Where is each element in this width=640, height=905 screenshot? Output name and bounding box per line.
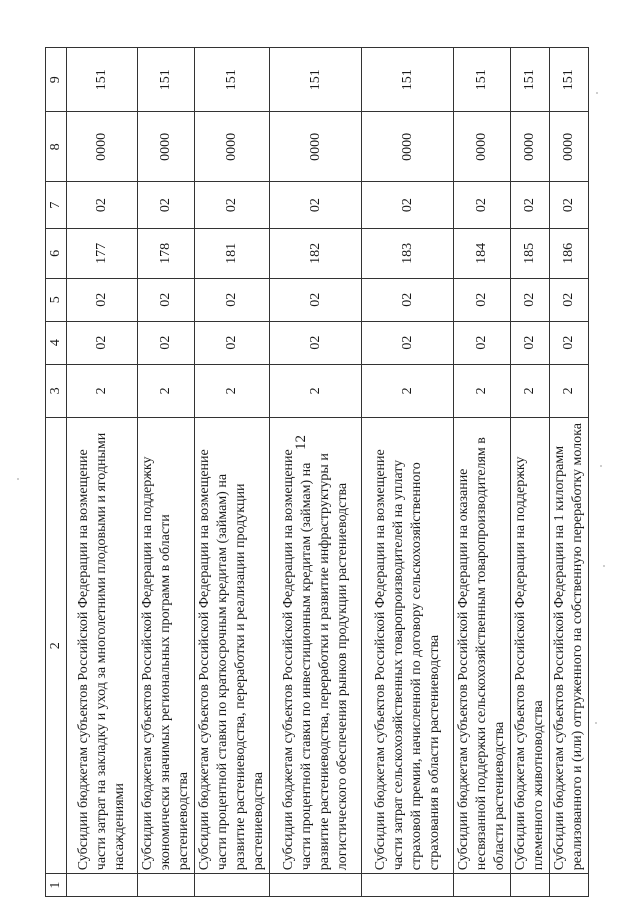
cell-col4: 02 [195,321,270,364]
scan-speck [17,478,19,480]
cell-description: Субсидии бюджетам субъектов Российской Федерации на поддержку племенного животноводства [511,418,550,874]
cell-col4: 02 [454,321,511,364]
table-row [550,48,589,897]
cell-col1 [550,874,589,897]
cell-col3: 2 [67,364,138,418]
table-rotated-wrapper [45,47,585,897]
cell-description: Субсидии бюджетам субъектов Российской Федерации на возмещение части затрат сельскохозяйственных товаропроизводителей на уплату страховой премии, начисленной по договору сельскохозяйственного страхования в области растениеводства [362,418,454,874]
cell-col4: 02 [550,321,589,364]
table-row [138,48,195,897]
cell-col5: 02 [195,278,270,321]
cell-col7: 02 [138,182,195,229]
cell-description: Субсидии бюджетам субъектов Российской Федерации на возмещение части затрат на закладку и уход за многолетними плодовыми и ягодными насаждениями [67,418,138,874]
cell-col6: 178 [138,229,195,279]
header-cell-8: 8 [46,112,67,182]
cell-col8: 0000 [454,112,511,182]
cell-col6: 177 [67,229,138,279]
header-cell-7: 7 [46,182,67,229]
header-cell-1: 1 [46,874,67,897]
cell-col3: 2 [270,364,362,418]
cell-col8: 0000 [138,112,195,182]
table-row [362,48,454,897]
header-cell-3: 3 [46,364,67,418]
cell-col9: 151 [511,48,550,112]
cell-col5: 02 [550,278,589,321]
cell-col9: 151 [138,48,195,112]
cell-col1 [195,874,270,897]
cell-col5: 02 [511,278,550,321]
cell-col6: 184 [454,229,511,279]
cell-col9: 151 [67,48,138,112]
scan-speck [603,565,605,567]
cell-col7: 02 [362,182,454,229]
cell-col6: 186 [550,229,589,279]
scan-speck [596,92,598,94]
cell-col8: 0000 [362,112,454,182]
cell-col7: 02 [270,182,362,229]
cell-col1 [362,874,454,897]
table-row [67,48,138,897]
cell-col1 [138,874,195,897]
budget-codes-table [45,47,589,897]
cell-col5: 02 [362,278,454,321]
cell-description: Субсидии бюджетам субъектов Российской Федерации на 1 килограмм реализованного и (или) отгруженного на собственную переработку молока [550,418,589,874]
cell-col6: 182 [270,229,362,279]
header-cell-4: 4 [46,321,67,364]
header-cell-6: 6 [46,229,67,279]
cell-col3: 2 [550,364,589,418]
cell-col1 [454,874,511,897]
cell-col7: 02 [511,182,550,229]
cell-col8: 0000 [195,112,270,182]
cell-col6: 181 [195,229,270,279]
cell-col9: 151 [454,48,511,112]
scan-speck [595,722,597,724]
header-cell-5: 5 [46,278,67,321]
cell-col4: 02 [138,321,195,364]
table-row [270,48,362,897]
header-cell-2: 2 [46,418,67,874]
header-row [46,48,67,897]
cell-col7: 02 [195,182,270,229]
cell-col3: 2 [362,364,454,418]
cell-col5: 02 [138,278,195,321]
cell-description: Субсидии бюджетам субъектов Российской Федерации на возмещение части процентной ставки по инвестиционным кредитам (займам) на развитие растениеводства, переработки и развитие инфраструктуры и логистического обеспечения рынков продукции растениеводства [270,418,362,874]
scan-speck [600,465,602,467]
cell-col1 [511,874,550,897]
cell-col7: 02 [67,182,138,229]
cell-col9: 151 [362,48,454,112]
cell-col9: 151 [550,48,589,112]
page-number: 12 [293,435,309,450]
cell-col4: 02 [362,321,454,364]
cell-description: Субсидии бюджетам субъектов Российской Федерации на оказание несвязанной поддержки сельскохозяйственным товаропроизводителям в области растениеводства [454,418,511,874]
cell-col7: 02 [550,182,589,229]
table-row [195,48,270,897]
cell-col5: 02 [67,278,138,321]
cell-col8: 0000 [270,112,362,182]
cell-col8: 0000 [67,112,138,182]
cell-col5: 02 [270,278,362,321]
cell-col6: 183 [362,229,454,279]
cell-col9: 151 [195,48,270,112]
cell-description: Субсидии бюджетам субъектов Российской Федерации на поддержку экономически значимых региональных программ в области растениеводства [138,418,195,874]
cell-col3: 2 [138,364,195,418]
header-cell-9: 9 [46,48,67,112]
cell-col9: 151 [270,48,362,112]
cell-col7: 02 [454,182,511,229]
cell-col4: 02 [511,321,550,364]
cell-col5: 02 [454,278,511,321]
cell-col1 [67,874,138,897]
cell-col1 [270,874,362,897]
table-row [511,48,550,897]
cell-col8: 0000 [511,112,550,182]
cell-col3: 2 [454,364,511,418]
cell-col4: 02 [67,321,138,364]
cell-col3: 2 [195,364,270,418]
cell-col8: 0000 [550,112,589,182]
cell-description: Субсидии бюджетам субъектов Российской Федерации на возмещение части процентной ставки по краткосрочным кредитам (займам) на развитие растениеводства, переработки и реализации продукции растениеводства [195,418,270,874]
cell-col4: 02 [270,321,362,364]
cell-col6: 185 [511,229,550,279]
table-row [454,48,511,897]
cell-col3: 2 [511,364,550,418]
